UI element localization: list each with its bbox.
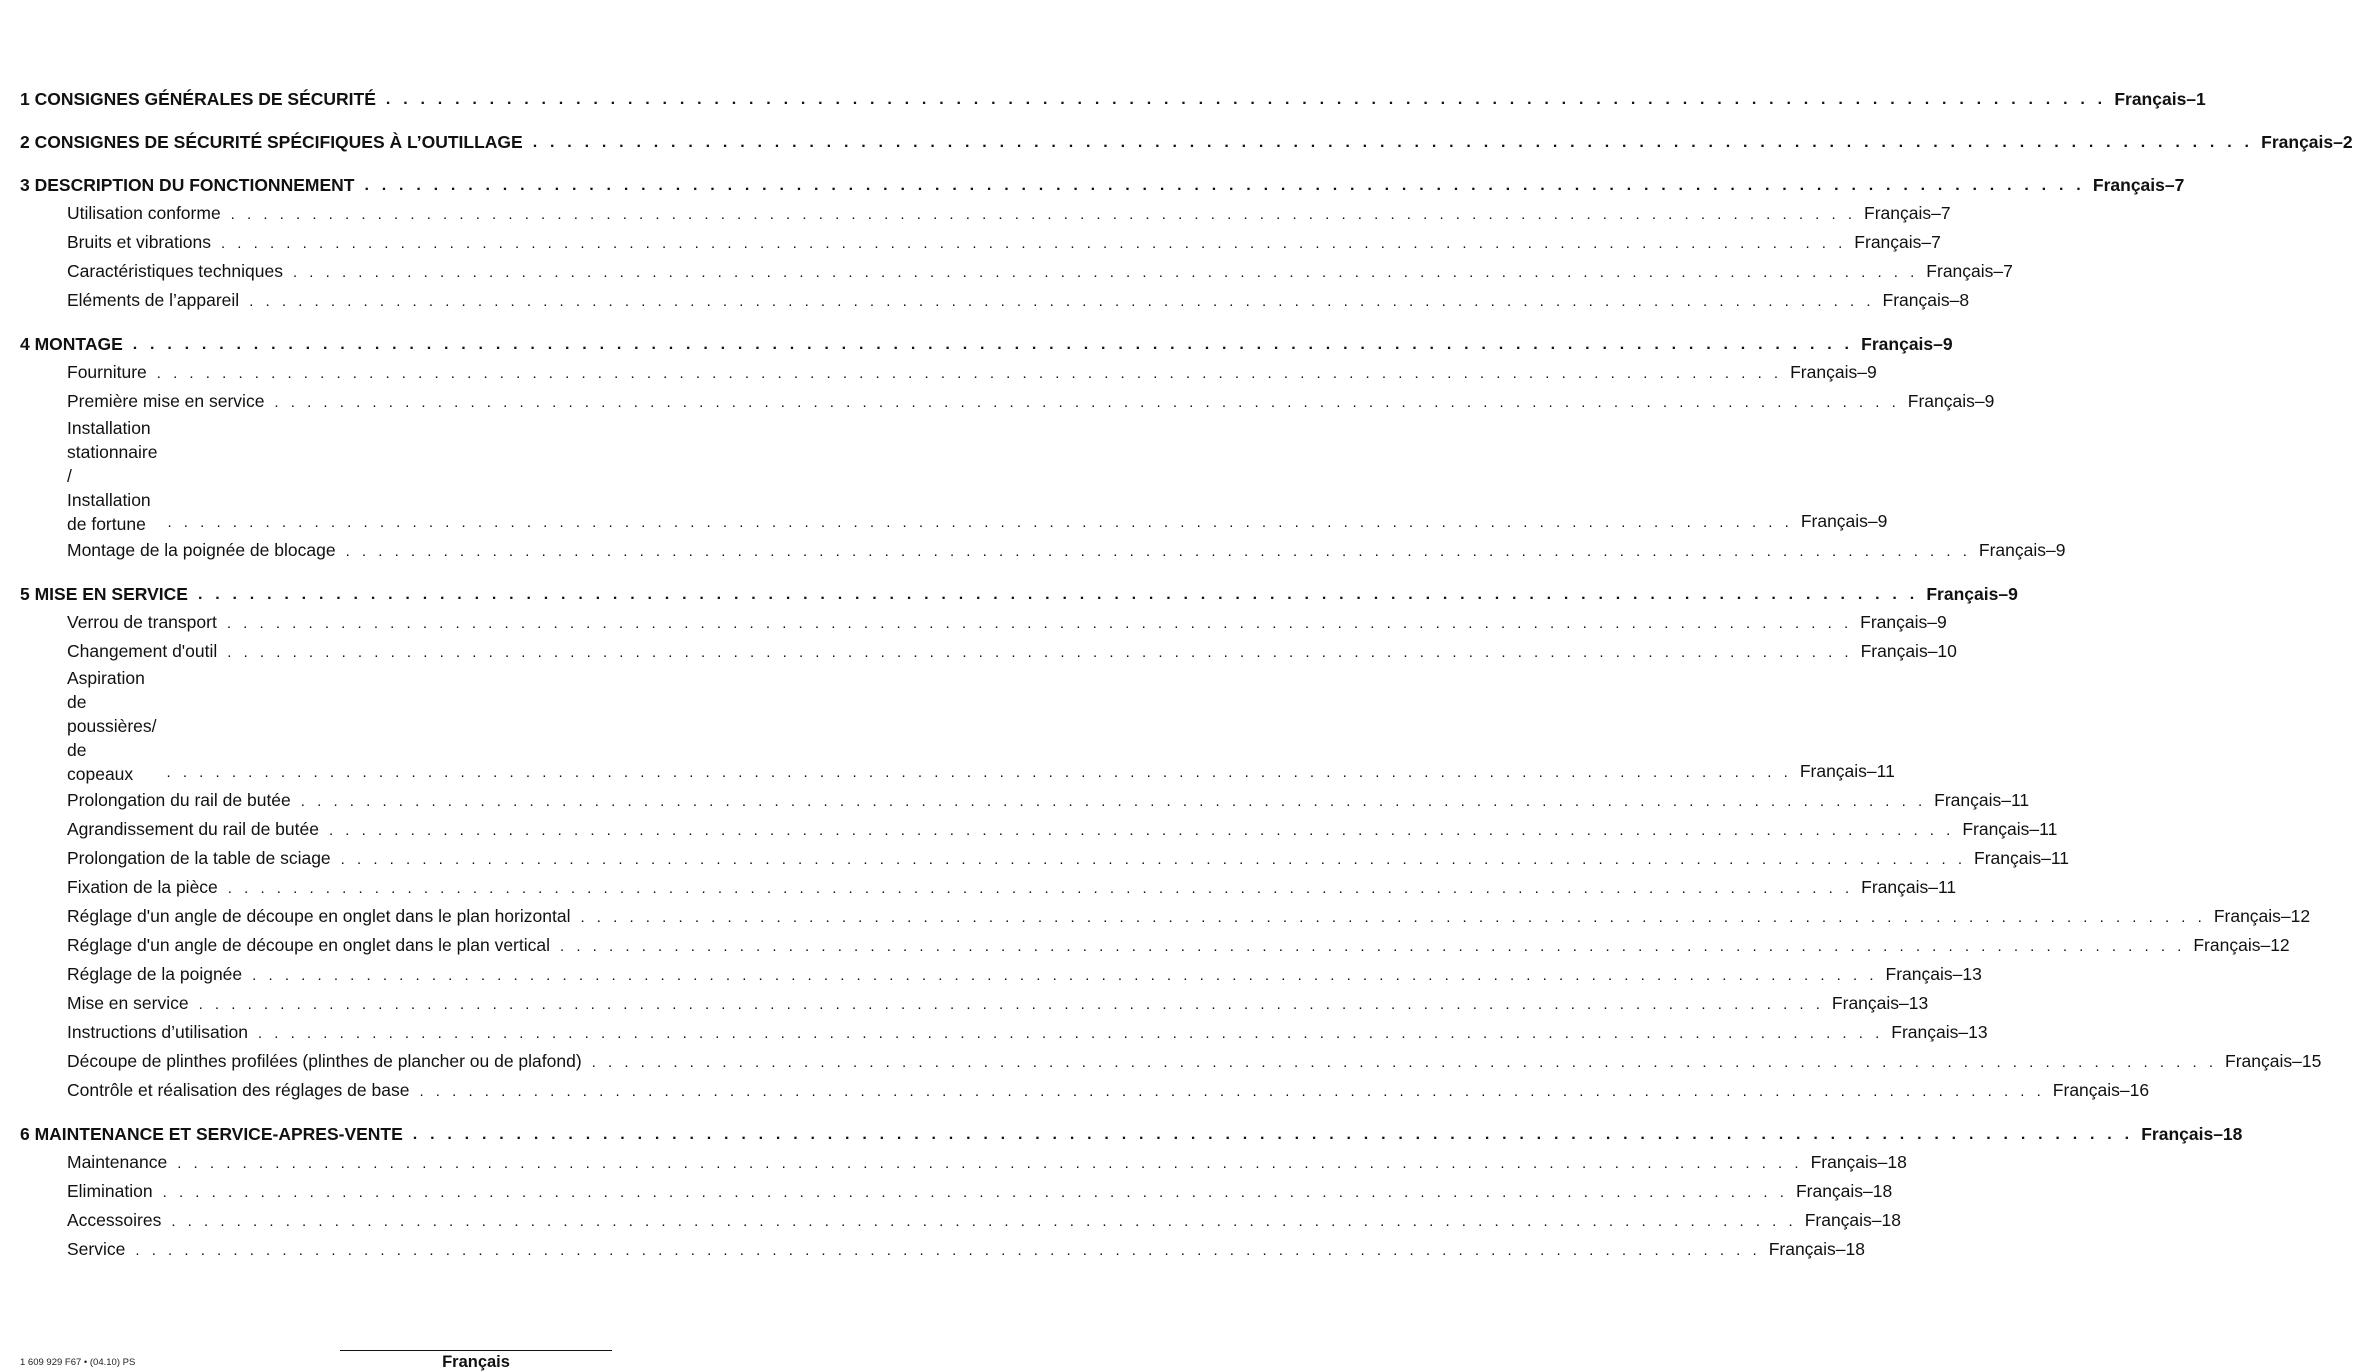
toc-page-ref: Français–9 bbox=[1861, 334, 1953, 354]
leader-dots: . . . . . . . . . . . . . . . . . . . . . . . . . . . . . . . . . . . . . . . . . . . . . . . . . . . . . . . . . . . . . . . . . . . . . . . . . . . . . . . . . . . . . . . . . . . . . . . . . . . . bbox=[340, 851, 1967, 868]
leader-dots: . . . . . . . . . . . . . . . . . . . . . . . . . . . . . . . . . . . . . . . . . . . . . . . . . . . . . . . . . . . . . . . . . . . . . . . . . . . . . . . . . . . . . . . . . . . . . . . . . . . . bbox=[198, 996, 1824, 1013]
toc-section[interactable] bbox=[20, 581, 2018, 608]
toc-entry-title: Caractéristiques techniques bbox=[67, 261, 283, 281]
toc-page-ref: Français–11 bbox=[1974, 848, 2070, 868]
toc-page-ref: Français–11 bbox=[1861, 877, 1957, 897]
toc-section-title: 5 MISE EN SERVICE bbox=[20, 584, 188, 604]
toc-entry-title: Mise en service bbox=[67, 993, 189, 1013]
leader-dots: . . . . . . . . . . . . . . . . . . . . . . . . . . . . . . . . . . . . . . . . . . . . . . . . . . . . . . . . . . . . . . . . . . . . . . . . . . . . . . . . . . . . . . . . . . . . . . . . . . . . bbox=[580, 909, 2206, 926]
toc-page-ref: Français–1 bbox=[2114, 89, 2206, 109]
leader-dots: . . . . . . . . . . . . . . . . . . . . . . . . . . . . . . . . . . . . . . . . . . . . . . . . . . . . . . . . . . . . . . . . . . . . . . . . . . . . . . . . . . . . . . . . . . . . . . . . . . . . bbox=[364, 177, 2085, 194]
toc-page-ref: Français–9 bbox=[1800, 511, 1888, 531]
toc-page-ref: Français–18 bbox=[1810, 1152, 1907, 1172]
toc-entry[interactable] bbox=[20, 786, 2030, 815]
toc-entry[interactable] bbox=[20, 286, 1970, 315]
toc-entry[interactable] bbox=[20, 902, 2311, 931]
leader-dots: . . . . . . . . . . . . . . . . . . . . . . . . . . . . . . . . . . . . . . . . . . . . . . . . . . . . . . . . . . . . . . . . . . . . . . . . . . . . . . . . . . . . . . . . . . . . . . . . . . . . bbox=[162, 1184, 1788, 1201]
leader-dots: . . . . . . . . . . . . . . . . . . . . . . . . . . . . . . . . . . . . . . . . . . . . . . . . . . . . . . . . . . . . . . . . . . . . . . . . . . . . . . . . . . . . . . . . . . . . . . . . . . . . bbox=[252, 967, 1878, 984]
toc-section-title: 1 CONSIGNES GÉNÉRALES DE SÉCURITÉ bbox=[20, 89, 376, 109]
toc-entry[interactable] bbox=[20, 608, 1947, 637]
leader-dots: . . . . . . . . . . . . . . . . . . . . . . . . . . . . . . . . . . . . . . . . . . . . . . . . . . . . . . . . . . . . . . . . . . . . . . . . . . . . . . . . . . . . . . . . . . . . . . . . . . . . bbox=[419, 1083, 2045, 1100]
toc-page-ref: Français–13 bbox=[1831, 993, 1929, 1013]
toc-page-ref: Français–9 bbox=[1860, 612, 1947, 632]
leader-dots: . . . . . . . . . . . . . . . . . . . . . . . . . . . . . . . . . . . . . . . . . . . . . . . . . . . . . . . . . . . . . . . . . . . . . . . . . . . . . . . . . . . . . . . . . . . . . . . . . . . . bbox=[132, 336, 1854, 353]
toc-entry[interactable] bbox=[20, 1206, 1901, 1235]
toc-entry[interactable] bbox=[20, 637, 1957, 666]
toc-entry[interactable] bbox=[20, 931, 2290, 960]
toc-entry-title: Utilisation conforme bbox=[67, 203, 221, 223]
document-code: 1 609 929 F67 • (04.10) PS bbox=[20, 1357, 136, 1368]
leader-dots: . . . . . . . . . . . . . . . . . . . . . . . . . . . . . . . . . . . . . . . . . . . . . . . . . . . . . . . . . . . . . . . . . . . . . . . . . . . . . . . . . . . . . . . . . . . . . . . . . . . . bbox=[345, 543, 1971, 560]
toc-page-ref: Français–13 bbox=[1885, 964, 1982, 984]
toc-page-ref: Français–9 bbox=[1926, 584, 2018, 604]
toc-entry[interactable] bbox=[20, 1148, 1907, 1177]
toc-page-ref: Français–11 bbox=[1962, 819, 2058, 839]
leader-dots: . . . . . . . . . . . . . . . . . . . . . . . . . . . . . . . . . . . . . . . . . . . . . . . . . . . . . . . . . . . . . . . . . . . . . . . . . . . . . . . . . . . . . . . . . . . . . . . . . . . . bbox=[532, 134, 2254, 151]
toc-entry-title: Prolongation de la table de sciage bbox=[67, 848, 331, 868]
toc-page-ref: Français–12 bbox=[2193, 935, 2290, 955]
toc-entry-title: Réglage d'un angle de découpe en onglet dans le plan vertical bbox=[67, 935, 551, 955]
toc-entry-title: Fourniture bbox=[67, 362, 147, 382]
toc-page-ref: Français–12 bbox=[2213, 906, 2311, 926]
toc-entry-title: Eléments de l’appareil bbox=[67, 290, 240, 310]
leader-dots: . . . . . . . . . . . . . . . . . . . . . . . . . . . . . . . . . . . . . . . . . . . . . . . . . . . . . . . . . . . . . . . . . . . . . . . . . . . . . . . . . . . . . . . . . . . . . . . . . . . . bbox=[300, 793, 1927, 810]
toc-entry[interactable] bbox=[20, 1018, 1988, 1047]
toc-entry[interactable] bbox=[20, 1047, 2322, 1076]
leader-dots: . . . . . . . . . . . . . . . . . . . . . . . . . . . . . . . . . . . . . . . . . . . . . . . . . . . . . . . . . . . . . . . . . . . . . . . . . . . . . . . . . . . . . . . . . . . . . . . . . . . . bbox=[171, 1213, 1797, 1230]
leader-dots: . . . . . . . . . . . . . . . . . . . . . . . . . . . . . . . . . . . . . . . . . . . . . . . . . . . . . . . . . . . . . . . . . . . . . . . . . . . . . . . . . . . . . . . . . . . . . . . . . . . . bbox=[177, 1155, 1803, 1172]
toc-page-ref: Français–7 bbox=[1864, 203, 1951, 223]
toc-entry-title: Bruits et vibrations bbox=[67, 232, 211, 252]
toc-page-ref: Français–18 bbox=[1768, 1239, 1866, 1259]
toc-entry[interactable] bbox=[20, 815, 2058, 844]
leader-dots: . . . . . . . . . . . . . . . . . . . . . . . . . . . . . . . . . . . . . . . . . . . . . . . . . . . . . . . . . . . . . . . . . . . . . . . . . . . . . . . . . . . . . . . . . . . . . . . . . . . . bbox=[230, 206, 1857, 223]
leader-dots: . . . . . . . . . . . . . . . . . . . . . . . . . . . . . . . . . . . . . . . . . . . . . . . . . . . . . . . . . . . . . . . . . . . . . . . . . . . . . . . . . . . . . . . . . . . . . . . . . . . . bbox=[135, 1242, 1761, 1259]
toc-entry[interactable] bbox=[20, 666, 1895, 786]
toc-entry[interactable] bbox=[20, 1076, 2150, 1105]
toc-entry[interactable] bbox=[20, 257, 2013, 286]
toc-entry-title: Instructions d’utilisation bbox=[67, 1022, 248, 1042]
toc-page-ref: Français–18 bbox=[1795, 1181, 1893, 1201]
toc-page-ref: Français–2 bbox=[2261, 132, 2353, 152]
toc-section[interactable] bbox=[20, 331, 1953, 358]
leader-dots: . . . . . . . . . . . . . . . . . . . . . . . . . . . . . . . . . . . . . . . . . . . . . . . . . . . . . . . . . . . . . . . . . . . . . . . . . . . . . . . . . . . . . . . . . . . . . . . . . . . . bbox=[249, 293, 1875, 310]
leader-dots: . . . . . . . . . . . . . . . . . . . . . . . . . . . . . . . . . . . . . . . . . . . . . . . . . . . . . . . . . . . . . . . . . . . . . . . . . . . . . . . . . . . . . . . . . . . . . . . . . . . . bbox=[227, 880, 1854, 897]
toc-page-ref: Français–9 bbox=[1790, 362, 1877, 382]
leader-dots: . . . . . . . . . . . . . . . . . . . . . . . . . . . . . . . . . . . . . . . . . . . . . . . . . . . . . . . . . . . . . . . . . . . . . . . . . . . . . . . . . . . . . . . . . . . . . . . . . . . . bbox=[227, 644, 1853, 661]
toc-page-ref: Français–11 bbox=[1799, 761, 1895, 781]
leader-dots: . . . . . . . . . . . . . . . . . . . . . . . . . . . . . . . . . . . . . . . . . . . . . . . . . . . . . . . . . . . . . . . . . . . . . . . . . . . . . . . . . . . . . . . . . . . . . . . . . . . . bbox=[412, 1126, 2134, 1143]
toc-entry[interactable] bbox=[20, 844, 2070, 873]
leader-dots: . . . . . . . . . . . . . . . . . . . . . . . . . . . . . . . . . . . . . . . . . . . . . . . . . . . . . . . . . . . . . . . . . . . . . . . . . . . . . . . . . . . . . . . . . . . . . . . . . . . . bbox=[226, 615, 1853, 632]
leader-dots: . . . . . . . . . . . . . . . . . . . . . . . . . . . . . . . . . . . . . . . . . . . . . . . . . . . . . . . . . . . . . . . . . . . . . . . . . . . . . . . . . . . . . . . . . . . . . . . . . . . . bbox=[167, 514, 1793, 531]
leader-dots: . . . . . . . . . . . . . . . . . . . . . . . . . . . . . . . . . . . . . . . . . . . . . . . . . . . . . . . . . . . . . . . . . . . . . . . . . . . . . . . . . . . . . . . . . . . . . . . . . . . . bbox=[292, 264, 1919, 281]
footer-rule bbox=[340, 1350, 612, 1351]
footer-language: Français bbox=[442, 1353, 510, 1371]
leader-dots: . . . . . . . . . . . . . . . . . . . . . . . . . . . . . . . . . . . . . . . . . . . . . . . . . . . . . . . . . . . . . . . . . . . . . . . . . . . . . . . . . . . . . . . . . . . . . . . . . . . . bbox=[560, 938, 2186, 955]
toc-entry[interactable] bbox=[20, 199, 1951, 228]
toc-section-title: 2 CONSIGNES DE SÉCURITÉ SPÉCIFIQUES À L’OUTILLAGE bbox=[20, 132, 523, 152]
toc-entry-title: Réglage de la poignée bbox=[67, 964, 243, 984]
leader-dots: . . . . . . . . . . . . . . . . . . . . . . . . . . . . . . . . . . . . . . . . . . . . . . . . . . . . . . . . . . . . . . . . . . . . . . . . . . . . . . . . . . . . . . . . . . . . . . . . . . . . bbox=[197, 586, 1919, 603]
toc-entry[interactable] bbox=[20, 536, 2066, 565]
toc-entry[interactable] bbox=[20, 873, 1957, 902]
toc-entry[interactable] bbox=[20, 1235, 1866, 1264]
leader-dots: . . . . . . . . . . . . . . . . . . . . . . . . . . . . . . . . . . . . . . . . . . . . . . . . . . . . . . . . . . . . . . . . . . . . . . . . . . . . . . . . . . . . . . . . . . . . . . . . . . . . bbox=[274, 394, 1900, 411]
toc-page-ref: Français–16 bbox=[2052, 1080, 2150, 1100]
toc-section[interactable] bbox=[20, 86, 2206, 113]
leader-dots: . . . . . . . . . . . . . . . . . . . . . . . . . . . . . . . . . . . . . . . . . . . . . . . . . . . . . . . . . . . . . . . . . . . . . . . . . . . . . . . . . . . . . . . . . . . . . . . . . . . . bbox=[385, 91, 2107, 108]
toc-entry-title: Aspiration de poussières/ de copeaux bbox=[67, 668, 157, 784]
leader-dots: . . . . . . . . . . . . . . . . . . . . . . . . . . . . . . . . . . . . . . . . . . . . . . . . . . . . . . . . . . . . . . . . . . . . . . . . . . . . . . . . . . . . . . . . . . . . . . . . . . . . bbox=[328, 822, 1955, 839]
toc-entry-title: Découpe de plinthes profilées (plinthes de plancher ou de plafond) bbox=[67, 1051, 582, 1071]
toc-entry-title: Fixation de la pièce bbox=[67, 877, 218, 897]
toc-entry[interactable] bbox=[20, 387, 1995, 416]
toc-entry[interactable] bbox=[20, 989, 1929, 1018]
toc-entry-title: Réglage d'un angle de découpe en onglet dans le plan horizontal bbox=[67, 906, 571, 926]
toc-entry-title: Première mise en service bbox=[67, 391, 265, 411]
toc-page-ref: Français–9 bbox=[1978, 540, 2066, 560]
toc-page-ref: Français–11 bbox=[1934, 790, 2030, 810]
toc-page-ref: Français–8 bbox=[1882, 290, 1970, 310]
toc-page-ref: Français–15 bbox=[2225, 1051, 2322, 1071]
toc-entry-title: Service bbox=[67, 1239, 126, 1259]
toc-entry-title: Agrandissement du rail de butée bbox=[67, 819, 319, 839]
toc-entry[interactable] bbox=[20, 1177, 1893, 1206]
toc-section-title: 6 MAINTENANCE ET SERVICE-APRES-VENTE bbox=[20, 1124, 403, 1144]
toc-section[interactable] bbox=[20, 172, 2185, 199]
toc-entry-title: Contrôle et réalisation des réglages de base bbox=[67, 1080, 410, 1100]
toc-page-ref: Français–10 bbox=[1860, 641, 1957, 661]
toc-page-ref: Français–7 bbox=[2092, 175, 2185, 195]
toc-entry-title: Maintenance bbox=[67, 1152, 168, 1172]
leader-dots: . . . . . . . . . . . . . . . . . . . . . . . . . . . . . . . . . . . . . . . . . . . . . . . . . . . . . . . . . . . . . . . . . . . . . . . . . . . . . . . . . . . . . . . . . . . . . . . . . . . . bbox=[166, 764, 1792, 781]
leader-dots: . . . . . . . . . . . . . . . . . . . . . . . . . . . . . . . . . . . . . . . . . . . . . . . . . . . . . . . . . . . . . . . . . . . . . . . . . . . . . . . . . . . . . . . . . . . . . . . . . . . . bbox=[257, 1025, 1884, 1042]
toc-page-ref: Français–7 bbox=[1854, 232, 1941, 252]
toc-page-ref: Français–7 bbox=[1926, 261, 2013, 281]
toc-section[interactable] bbox=[20, 129, 2353, 156]
toc-entry-title: Verrou de transport bbox=[67, 612, 217, 632]
toc-section-title: 4 MONTAGE bbox=[20, 334, 123, 354]
toc-entry-title: Prolongation du rail de butée bbox=[67, 790, 291, 810]
table-of-contents bbox=[20, 86, 2353, 1264]
toc-entry[interactable] bbox=[20, 358, 1877, 387]
toc-entry[interactable] bbox=[20, 416, 1888, 536]
toc-page-ref: Français–18 bbox=[1804, 1210, 1901, 1230]
toc-entry-title: Elimination bbox=[67, 1181, 153, 1201]
leader-dots: . . . . . . . . . . . . . . . . . . . . . . . . . . . . . . . . . . . . . . . . . . . . . . . . . . . . . . . . . . . . . . . . . . . . . . . . . . . . . . . . . . . . . . . . . . . . . . . . . . . . bbox=[220, 235, 1847, 252]
toc-page-ref: Français–9 bbox=[1907, 391, 1995, 411]
toc-section-title: 3 DESCRIPTION DU FONCTIONNEMENT bbox=[20, 175, 355, 195]
toc-page-ref: Français–13 bbox=[1891, 1022, 1988, 1042]
toc-entry[interactable] bbox=[20, 228, 1941, 257]
leader-dots: . . . . . . . . . . . . . . . . . . . . . . . . . . . . . . . . . . . . . . . . . . . . . . . . . . . . . . . . . . . . . . . . . . . . . . . . . . . . . . . . . . . . . . . . . . . . . . . . . . . . bbox=[156, 365, 1783, 382]
toc-entry-title: Installation stationnaire / Installation de fortune bbox=[67, 418, 158, 534]
leader-dots: . . . . . . . . . . . . . . . . . . . . . . . . . . . . . . . . . . . . . . . . . . . . . . . . . . . . . . . . . . . . . . . . . . . . . . . . . . . . . . . . . . . . . . . . . . . . . . . . . . . . bbox=[591, 1054, 2217, 1071]
toc-entry[interactable] bbox=[20, 960, 1982, 989]
toc-entry-title: Montage de la poignée de blocage bbox=[67, 540, 336, 560]
toc-section[interactable] bbox=[20, 1121, 2243, 1148]
toc-entry-title: Accessoires bbox=[67, 1210, 162, 1230]
toc-entry-title: Changement d'outil bbox=[67, 641, 218, 661]
toc-page-ref: Français–18 bbox=[2141, 1124, 2243, 1144]
